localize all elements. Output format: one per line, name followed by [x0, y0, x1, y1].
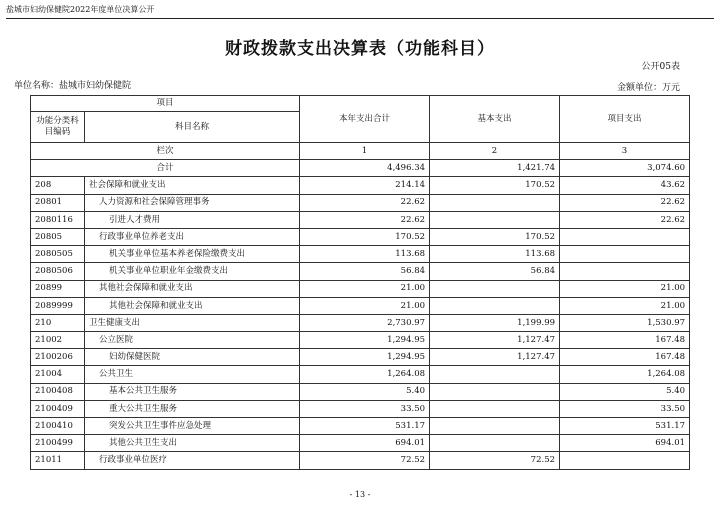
row-project: 22.62	[560, 211, 690, 228]
row-project	[560, 452, 690, 469]
table-row	[31, 332, 690, 349]
row-basic	[430, 297, 560, 314]
row-basic	[430, 194, 560, 211]
table-row	[31, 314, 690, 331]
row-total: 72.52	[300, 452, 430, 469]
table-row	[31, 383, 690, 400]
row-code: 2100206	[31, 349, 85, 366]
row-name: 公立医院	[85, 332, 300, 349]
row-project	[560, 263, 690, 280]
row-basic: 1,199.99	[430, 314, 560, 331]
row-total: 531.17	[300, 418, 430, 435]
table-row	[31, 211, 690, 228]
row-basic	[430, 211, 560, 228]
row-project: 43.62	[560, 177, 690, 194]
row-project: 1,264.08	[560, 366, 690, 383]
row-project	[560, 228, 690, 245]
table-row	[31, 435, 690, 452]
row-code: 2080505	[31, 246, 85, 263]
row-code: 2100499	[31, 435, 85, 452]
amount-unit: 金额单位：万元	[616, 83, 680, 93]
seq-3: 3	[560, 143, 690, 160]
row-basic: 170.52	[430, 177, 560, 194]
total-project: 3,074.60	[560, 160, 690, 177]
row-code: 210	[31, 314, 85, 331]
row-code: 2100410	[31, 418, 85, 435]
row-code: 20805	[31, 228, 85, 245]
document-header-text: 盐城市妇幼保健院2022年度单位决算公开	[6, 5, 155, 14]
row-total: 2,730.97	[300, 314, 430, 331]
unit-name: 单位名称：盐城市妇幼保健院	[14, 81, 132, 91]
row-code: 20801	[31, 194, 85, 211]
row-code: 208	[31, 177, 85, 194]
row-project: 21.00	[560, 280, 690, 297]
row-total: 22.62	[300, 194, 430, 211]
seq-2: 2	[430, 143, 560, 160]
row-total: 694.01	[300, 435, 430, 452]
row-basic	[430, 366, 560, 383]
row-name: 突发公共卫生事件应急处理	[85, 418, 300, 435]
row-name: 卫生健康支出	[85, 314, 300, 331]
row-basic	[430, 383, 560, 400]
row-name: 机关事业单位职业年金缴费支出	[85, 263, 300, 280]
row-project: 531.17	[560, 418, 690, 435]
row-basic	[430, 280, 560, 297]
row-code: 21004	[31, 366, 85, 383]
row-code: 2080116	[31, 211, 85, 228]
row-total: 170.52	[300, 228, 430, 245]
row-project: 22.62	[560, 194, 690, 211]
table-row	[31, 297, 690, 314]
table-row	[31, 418, 690, 435]
row-basic: 56.84	[430, 263, 560, 280]
row-basic	[430, 418, 560, 435]
total-amount: 4,496.34	[300, 160, 430, 177]
expenditure-table	[30, 95, 690, 470]
row-name: 妇幼保健医院	[85, 349, 300, 366]
header-project: 项目支出	[560, 96, 690, 143]
page-title: 财政拨款支出决算表（功能科目）	[225, 39, 495, 59]
table-row	[31, 177, 690, 194]
row-basic	[430, 400, 560, 417]
row-basic	[430, 435, 560, 452]
table-row	[31, 228, 690, 245]
table-row	[31, 349, 690, 366]
row-total: 21.00	[300, 297, 430, 314]
row-name: 机关事业单位基本养老保险缴费支出	[85, 246, 300, 263]
row-code: 21011	[31, 452, 85, 469]
row-name: 其他社会保障和就业支出	[85, 297, 300, 314]
row-code: 2100408	[31, 383, 85, 400]
row-code: 2089999	[31, 297, 85, 314]
row-basic: 1,127.47	[430, 332, 560, 349]
row-project: 21.00	[560, 297, 690, 314]
row-basic: 113.68	[430, 246, 560, 263]
table-row	[31, 263, 690, 280]
row-name: 行政事业单位医疗	[85, 452, 300, 469]
row-code: 2100409	[31, 400, 85, 417]
row-name: 其他社会保障和就业支出	[85, 280, 300, 297]
header-total: 本年支出合计	[300, 96, 430, 143]
header-name: 科目名称	[85, 112, 300, 143]
row-code: 21002	[31, 332, 85, 349]
total-label: 合计	[31, 160, 300, 177]
table-row	[31, 194, 690, 211]
row-total: 33.50	[300, 400, 430, 417]
row-total: 22.62	[300, 211, 430, 228]
header-code: 功能分类科目编码	[31, 112, 85, 143]
row-basic: 170.52	[430, 228, 560, 245]
seq-1: 1	[300, 143, 430, 160]
row-code: 2080506	[31, 263, 85, 280]
row-project: 1,530.97	[560, 314, 690, 331]
row-project: 694.01	[560, 435, 690, 452]
row-name: 行政事业单位养老支出	[85, 228, 300, 245]
row-name: 基本公共卫生服务	[85, 383, 300, 400]
row-project: 167.48	[560, 332, 690, 349]
row-total: 1,264.08	[300, 366, 430, 383]
row-total: 214.14	[300, 177, 430, 194]
form-number: 公开05表	[641, 62, 680, 72]
row-total: 56.84	[300, 263, 430, 280]
row-total: 21.00	[300, 280, 430, 297]
row-project: 167.48	[560, 349, 690, 366]
row-project: 5.40	[560, 383, 690, 400]
row-project: 33.50	[560, 400, 690, 417]
table-row	[31, 246, 690, 263]
row-name: 公共卫生	[85, 366, 300, 383]
table-row	[31, 452, 690, 469]
header-divider	[6, 18, 714, 19]
table-row	[31, 400, 690, 417]
row-name: 引进人才费用	[85, 211, 300, 228]
row-basic: 1,127.47	[430, 349, 560, 366]
row-name: 社会保障和就业支出	[85, 177, 300, 194]
row-code: 20899	[31, 280, 85, 297]
row-name: 重大公共卫生服务	[85, 400, 300, 417]
table-row	[31, 366, 690, 383]
table-row	[31, 280, 690, 297]
row-basic: 72.52	[430, 452, 560, 469]
header-basic: 基本支出	[430, 96, 560, 143]
row-total: 1,294.95	[300, 349, 430, 366]
row-name: 其他公共卫生支出	[85, 435, 300, 452]
row-total: 5.40	[300, 383, 430, 400]
row-total: 113.68	[300, 246, 430, 263]
page-number: - 13 -	[349, 490, 371, 499]
row-name: 人力资源和社会保障管理事务	[85, 194, 300, 211]
header-item: 项目	[31, 96, 300, 112]
total-basic: 1,421.74	[430, 160, 560, 177]
row-total: 1,294.95	[300, 332, 430, 349]
row-project	[560, 246, 690, 263]
seq-label: 栏次	[31, 143, 300, 160]
